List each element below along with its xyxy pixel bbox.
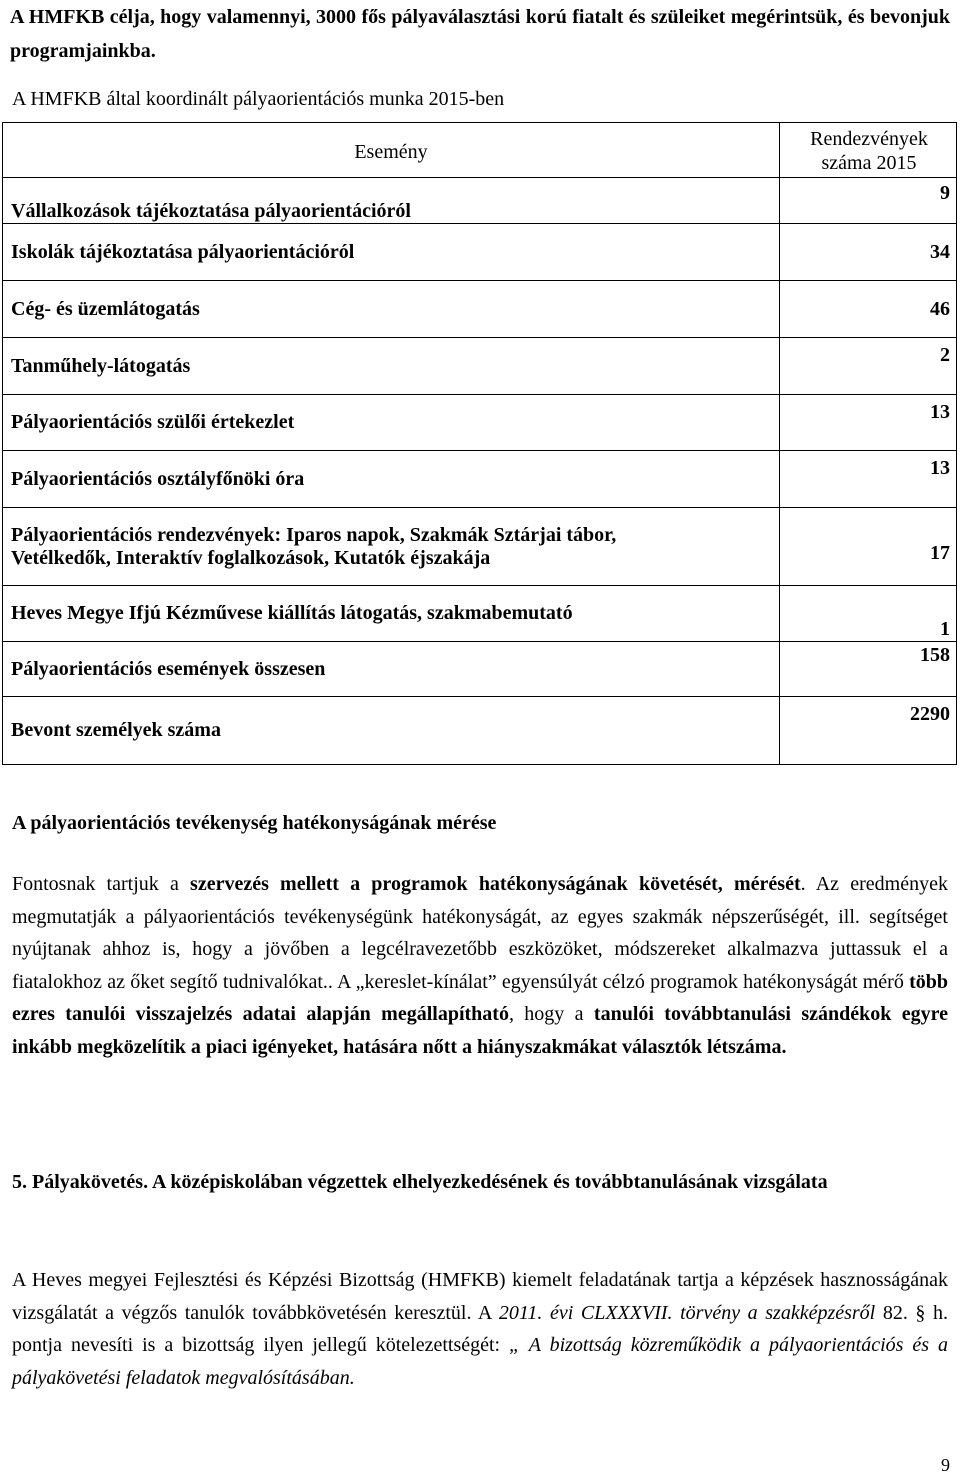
text-run: . Az eredmények megmutatják a pályaorientációs tevékenységünk hatékonyságát, az egyes szakmák népszerűségét, ill. segítséget nyújtanak ahhoz is, hogy a jövőben a legcélravezetőbb eszközöket, módszereket alkalmazva juttassuk el a fiatalokhoz az őket segítő tudnivalókat.. A „kereslet-kínálat” egyensúlyát célzó programok hatékonyságát mérő xyxy=(12,873,948,993)
row-event-line2: Vetélkedők, Interaktív foglalkozások, Kutatók éjszakája xyxy=(11,546,491,569)
row-event: Cég- és üzemlátogatás xyxy=(3,281,780,338)
table-row xyxy=(3,338,957,395)
text-run-bold: szervezés mellett a programok hatékonyságának követését, mérését xyxy=(190,873,801,895)
row-event xyxy=(3,508,780,586)
row-count: 158 xyxy=(780,642,957,697)
table-row xyxy=(3,642,957,697)
section-heading: A pályaorientációs tevékenység hatékonyságának mérése xyxy=(12,812,497,834)
section-paragraph xyxy=(12,1264,948,1394)
table-row xyxy=(3,586,957,642)
row-event: Tanműhely-látogatás xyxy=(3,338,780,395)
text-run-bold: tanulói továbbtanulási szándékok egyre inkább megközelítik a piaci igényeket, hatására nőtt a hiányszakmákat választók létszáma. xyxy=(12,1003,949,1058)
text-run: , hogy a xyxy=(508,1003,594,1025)
section-heading: 5. Pályakövetés. A középiskolában végzettek elhelyezkedésének és továbbtanulásának vizsgálata xyxy=(12,1171,828,1193)
header-count-line1: Rendezvények xyxy=(810,128,928,150)
table-row xyxy=(3,451,957,508)
text-run: 82. § h. pontja nevesíti is a bizottság ilyen jellegű kötelezettségét: xyxy=(12,1301,949,1356)
row-event: Heves Megye Ifjú Kézművese kiállítás látogatás, szakmabemutató xyxy=(3,586,780,642)
row-event: Bevont személyek száma xyxy=(3,697,780,765)
row-count: 17 xyxy=(780,508,957,586)
table-row xyxy=(3,395,957,451)
row-count: 13 xyxy=(780,395,957,451)
table-header-row xyxy=(3,123,957,178)
table-row xyxy=(3,178,957,224)
events-table xyxy=(2,122,957,765)
row-count: 2 xyxy=(780,338,957,395)
row-event: Pályaorientációs osztályfőnöki óra xyxy=(3,451,780,508)
header-count xyxy=(780,123,957,178)
row-count: 34 xyxy=(780,224,957,281)
intro-paragraph: A HMFKB célja, hogy valamennyi, 3000 fős pályaválasztási korú fiatalt és szüleiket megérintsük, és bevonjuk programjainkba. xyxy=(10,6,950,62)
text-run: A Heves megyei Fejlesztési és Képzési Bizottság (HMFKB) kiemelt feladatának tartja a képzések hasznosságának vizsgálatát a végzős tanulók továbbkövetésén keresztül. A xyxy=(12,1269,948,1324)
table-row xyxy=(3,224,957,281)
row-count: 2290 xyxy=(780,697,957,765)
table-title: A HMFKB által koordinált pályaorientációs munka 2015-ben xyxy=(12,88,505,110)
row-event: Vállalkozások tájékoztatása pályaorientációról xyxy=(3,178,780,224)
row-count: 9 xyxy=(780,178,957,224)
row-event: Pályaorientációs szülői értekezlet xyxy=(3,395,780,451)
header-count-line2: száma 2015 xyxy=(821,152,917,174)
text-run-italic: 2011. évi CLXXXVII. törvény a szakképzésről xyxy=(498,1301,876,1324)
page-number: 9 xyxy=(941,1455,950,1475)
row-count: 1 xyxy=(780,586,957,642)
row-event-line1: Pályaorientációs rendezvények: Iparos napok, Szakmák Sztárjai tábor, xyxy=(11,523,617,546)
header-event: Esemény xyxy=(3,123,780,178)
table-row xyxy=(3,508,957,586)
text-run-bold: több ezres tanulói visszajelzés adatai alapján megállapítható xyxy=(12,970,948,1025)
section-paragraph xyxy=(12,868,948,1063)
row-count: 46 xyxy=(780,281,957,338)
table-row xyxy=(3,697,957,765)
table-row xyxy=(3,281,957,338)
row-event: Pályaorientációs események összesen xyxy=(3,642,780,697)
row-count: 13 xyxy=(780,451,957,508)
row-event: Iskolák tájékoztatása pályaorientációról xyxy=(3,224,780,281)
text-run-italic: „ A bizottság közreműködik a pályaorientációs és a pályakövetési feladatok megvalósításában. xyxy=(12,1334,948,1389)
text-run: Fontosnak tartjuk a xyxy=(12,873,191,895)
